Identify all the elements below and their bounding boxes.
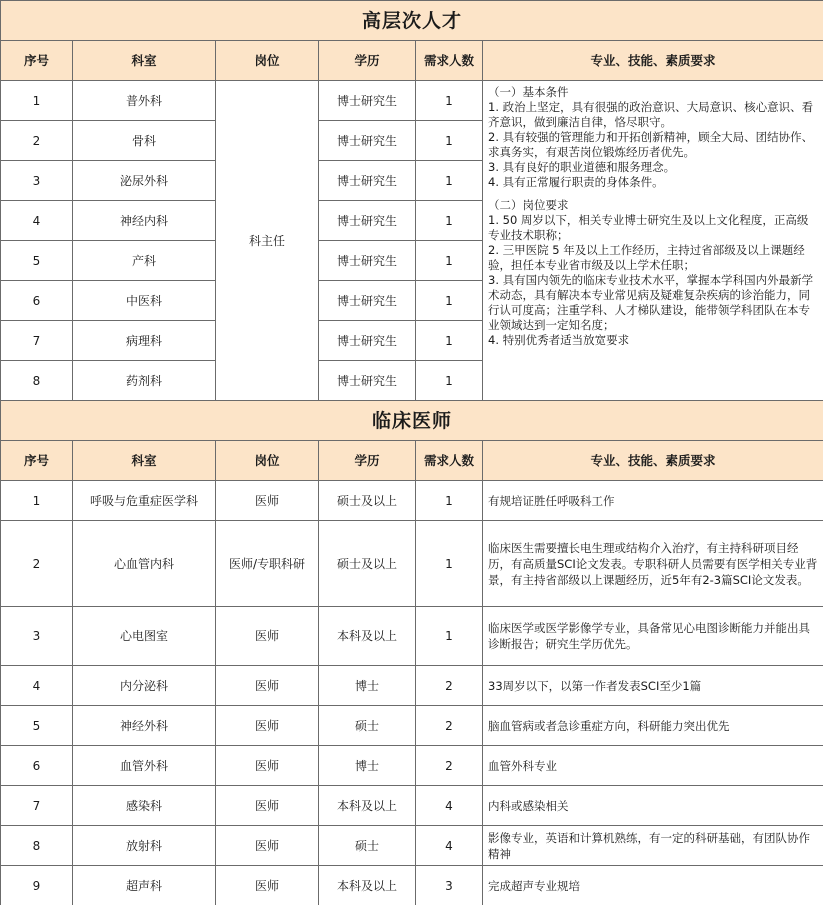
table-row [1,521,823,607]
table-row [1,607,823,666]
row-count: 1 [416,521,483,607]
row-req: 血管外科专业 [483,746,823,786]
table-row [1,866,823,905]
row-dept: 血管外科 [73,746,216,786]
row-edu: 博士 [319,746,416,786]
header-dept: 科室 [73,441,216,481]
basic-item: 1. 政治上坚定，具有很强的政治意识、大局意识、核心意识、看齐意识，做到廉洁自律，恪尽职守。 [488,100,814,129]
row-dept: 药剂科 [73,361,216,401]
row-dept: 产科 [73,241,216,281]
row-edu: 硕士及以上 [319,521,416,607]
row-edu: 硕士 [319,706,416,746]
basic-item: 2. 具有较强的管理能力和开拓创新精神，顾全大局、团结协作、求真务实，有艰苦岗位锻炼经历者优先。 [488,130,814,159]
row-no: 6 [1,746,73,786]
post-item: 4. 特别优秀者适当放宽要求 [488,333,630,347]
row-req: 影像专业，英语和计算机熟练，有一定的科研基础，有团队协作精神 [483,826,823,866]
row-edu: 博士研究生 [319,281,416,321]
row-post: 医师 [216,666,319,706]
row-post: 医师/专职科研 [216,521,319,607]
header-edu: 学历 [319,41,416,81]
row-edu: 博士研究生 [319,121,416,161]
row-edu: 本科及以上 [319,866,416,905]
row-count: 1 [416,241,483,281]
header-no: 序号 [1,441,73,481]
row-count: 1 [416,481,483,521]
row-edu: 博士研究生 [319,361,416,401]
row-no: 3 [1,607,73,666]
row-edu: 博士研究生 [319,321,416,361]
table-row [1,81,823,121]
basic-item: 3. 具有良好的职业道德和服务理念。 [488,160,676,174]
row-no: 3 [1,161,73,201]
row-count: 2 [416,706,483,746]
section-title-clinical: 临床医师 [1,401,823,441]
row-no: 7 [1,321,73,361]
row-post: 医师 [216,866,319,905]
row-req: 有规培证胜任呼吸科工作 [483,481,823,521]
row-post: 医师 [216,481,319,521]
row-dept: 神经内科 [73,201,216,241]
row-dept: 泌尿外科 [73,161,216,201]
header-dept: 科室 [73,41,216,81]
row-edu: 博士研究生 [319,241,416,281]
header-post: 岗位 [216,41,319,81]
row-edu: 博士研究生 [319,81,416,121]
basic-item: 4. 具有正常履行职责的身体条件。 [488,175,664,189]
row-post: 医师 [216,607,319,666]
requirements-cell [483,81,823,401]
row-count: 1 [416,121,483,161]
row-count: 1 [416,81,483,121]
row-no: 9 [1,866,73,905]
header-post: 岗位 [216,441,319,481]
header-req: 专业、技能、素质要求 [483,441,823,481]
post-title: （二）岗位要求 [488,198,569,212]
row-no: 4 [1,666,73,706]
table-row [1,786,823,826]
row-no: 5 [1,706,73,746]
table-row [1,481,823,521]
row-dept: 神经外科 [73,706,216,746]
basic-title: （一）基本条件 [488,85,569,99]
row-count: 1 [416,321,483,361]
row-no: 2 [1,121,73,161]
row-count: 3 [416,866,483,905]
row-edu: 本科及以上 [319,786,416,826]
table-header-row [1,441,823,481]
row-no: 1 [1,481,73,521]
table-row [1,666,823,706]
header-req: 专业、技能、素质要求 [483,41,823,81]
row-dept: 内分泌科 [73,666,216,706]
row-no: 5 [1,241,73,281]
row-dept: 中医科 [73,281,216,321]
row-dept: 心电图室 [73,607,216,666]
row-count: 1 [416,161,483,201]
row-dept: 普外科 [73,81,216,121]
row-no: 4 [1,201,73,241]
row-post: 医师 [216,826,319,866]
post-item: 3. 具有国内领先的临床专业技术水平，掌握本学科国内外最新学术动态，具有解决本专业常见病及疑难复杂疾病的诊治能力，同行认可度高；注重学科、人才梯队建设，能带领学科团队在本专业领域达到一定知名度； [488,273,814,332]
row-req: 脑血管病或者急诊重症方向，科研能力突出优先 [483,706,823,746]
row-edu: 博士 [319,666,416,706]
row-dept: 超声科 [73,866,216,905]
post-item: 2. 三甲医院 5 年及以上工作经历，主持过省部级及以上课题经验，担任本专业省市级及以上学术任职； [488,243,805,272]
row-post: 科主任 [216,81,319,401]
row-req: 33周岁以下，以第一作者发表SCI至少1篇 [483,666,823,706]
row-count: 2 [416,746,483,786]
row-req: 完成超声专业规培 [483,866,823,905]
table-header-row [1,41,823,81]
row-post: 医师 [216,746,319,786]
row-no: 8 [1,826,73,866]
table-row [1,746,823,786]
row-no: 7 [1,786,73,826]
row-post: 医师 [216,706,319,746]
row-no: 6 [1,281,73,321]
row-req: 临床医学或医学影像学专业，具备常见心电图诊断能力并能出具诊断报告；研究生学历优先。 [483,607,823,666]
row-dept: 骨科 [73,121,216,161]
header-count: 需求人数 [416,441,483,481]
row-edu: 硕士 [319,826,416,866]
row-count: 1 [416,281,483,321]
header-count: 需求人数 [416,41,483,81]
row-count: 4 [416,786,483,826]
row-dept: 放射科 [73,826,216,866]
row-dept: 心血管内科 [73,521,216,607]
row-edu: 本科及以上 [319,607,416,666]
table-row [1,706,823,746]
header-edu: 学历 [319,441,416,481]
header-no: 序号 [1,41,73,81]
row-count: 4 [416,826,483,866]
row-no: 8 [1,361,73,401]
row-count: 1 [416,607,483,666]
row-no: 1 [1,81,73,121]
table-row [1,826,823,866]
row-post: 医师 [216,786,319,826]
post-item: 1. 50 周岁以下，相关专业博士研究生及以上文化程度，正高级专业技术职称； [488,213,809,242]
row-edu: 博士研究生 [319,161,416,201]
row-dept: 病理科 [73,321,216,361]
row-count: 1 [416,201,483,241]
row-dept: 呼吸与危重症医学科 [73,481,216,521]
row-no: 2 [1,521,73,607]
row-edu: 博士研究生 [319,201,416,241]
row-count: 2 [416,666,483,706]
row-req: 临床医生需要擅长电生理或结构介入治疗，有主持科研项目经历，有高质量SCI论文发表。专职科研人员需要有医学相关专业背景，有主持省部级以上课题经历，近5年有2-3篇SCI论文发表。 [483,521,823,607]
row-dept: 感染科 [73,786,216,826]
section-title-high-level: 高层次人才 [1,1,823,41]
row-count: 1 [416,361,483,401]
row-edu: 硕士及以上 [319,481,416,521]
row-req: 内科或感染相关 [483,786,823,826]
